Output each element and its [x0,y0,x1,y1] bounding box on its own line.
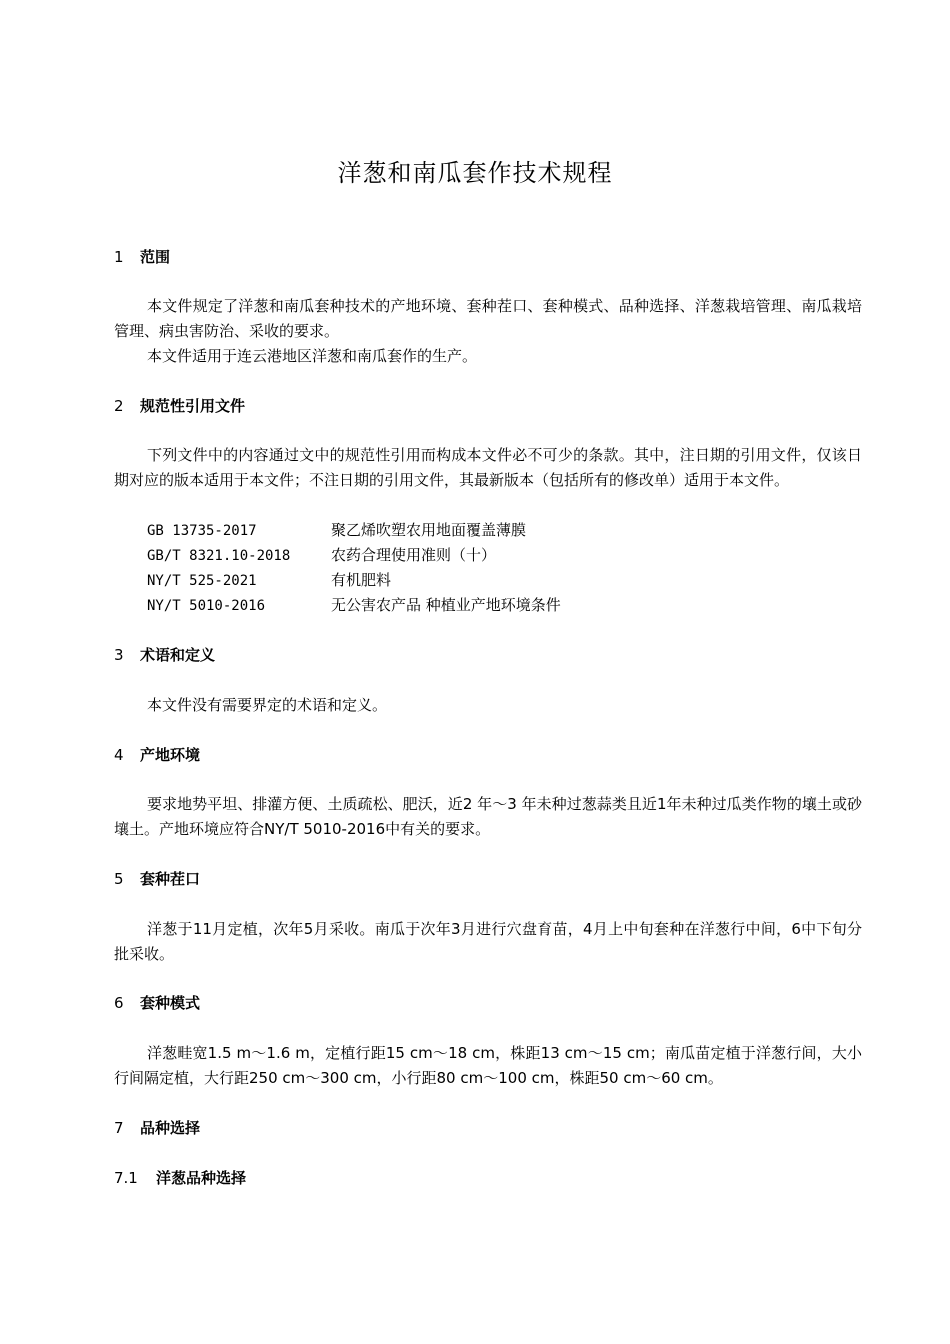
section-title: 术语和定义 [140,646,216,664]
section-heading-variety-selection [114,1118,200,1138]
paragraph: 洋葱于11月定植，次年5月采收。南瓜于次年3月进行穴盘育苗，4月上中旬套种在洋葱行中间，6中下旬分批采收。 [114,920,862,963]
section-heading-normative-references [114,396,245,416]
reference-title: 有机肥料 [331,571,392,589]
section-heading-environment [114,745,200,765]
section-heading-cropping-mode [114,993,200,1013]
reference-item [147,568,391,594]
reference-title: 农药合理使用准则（十） [331,546,497,564]
reference-code: NY/T 5010-2016 [147,598,266,614]
section-heading-cropping-season [114,869,200,889]
reference-code: GB 13735-2017 [147,523,257,539]
paragraph: 本文件规定了洋葱和南瓜套种技术的产地环境、套种茬口、套种模式、品种选择、洋葱栽培管理、南瓜栽培管理、病虫害防治、采收的要求。 [114,297,862,340]
section-number: 6 [114,994,124,1012]
section-title: 规范性引用文件 [140,397,246,415]
paragraph: 洋葱畦宽1.5 m～1.6 m，定植行距15 cm～18 cm，株距13 cm～15 cm；南瓜苗定植于洋葱行间，大小行间隔定植，大行距250 cm～300 cm，小行距80 cm～100 cm，株距50 cm～60 cm。 [114,1044,862,1087]
reference-item [147,543,496,569]
paragraph: 本文件适用于连云港地区洋葱和南瓜套作的生产。 [147,347,478,365]
paragraph: 要求地势平坦、排灌方便、土质疏松、肥沃，近2 年～3 年未种过葱蒜类且近1年未种过瓜类作物的壤土或砂壤土。产地环境应符合NY/T 5010-2016中有关的要求。 [114,795,862,838]
section-title: 套种模式 [140,994,201,1012]
section-title: 产地环境 [140,746,201,764]
section-number: 5 [114,870,124,888]
section-number: 1 [114,248,124,266]
section-number: 7 [114,1119,124,1137]
reference-title: 聚乙烯吹塑农用地面覆盖薄膜 [331,521,527,539]
document-title: 洋葱和南瓜套作技术规程 [337,159,613,187]
section-heading-terms [114,645,215,665]
reference-item [147,518,526,544]
subsection-heading-onion-variety [114,1168,246,1188]
subsection-title: 洋葱品种选择 [156,1169,247,1187]
section-heading-scope [114,247,170,267]
section-title: 范围 [140,248,171,266]
section-title: 品种选择 [140,1119,201,1137]
section-number: 2 [114,397,124,415]
section-title: 套种茬口 [140,870,201,888]
subsection-number: 7.1 [114,1169,138,1187]
reference-title: 无公害农产品 种植业产地环境条件 [331,596,561,614]
reference-item [147,593,561,619]
reference-code: NY/T 525-2021 [147,573,257,589]
reference-code: GB/T 8321.10-2018 [147,548,291,564]
section-number: 4 [114,746,124,764]
section-number: 3 [114,646,124,664]
paragraph: 本文件没有需要界定的术语和定义。 [147,696,388,714]
paragraph: 下列文件中的内容通过文中的规范性引用而构成本文件必不可少的条款。其中，注日期的引用文件，仅该日期对应的版本适用于本文件；不注日期的引用文件，其最新版本（包括所有的修改单）适用于本文件。 [114,446,862,489]
